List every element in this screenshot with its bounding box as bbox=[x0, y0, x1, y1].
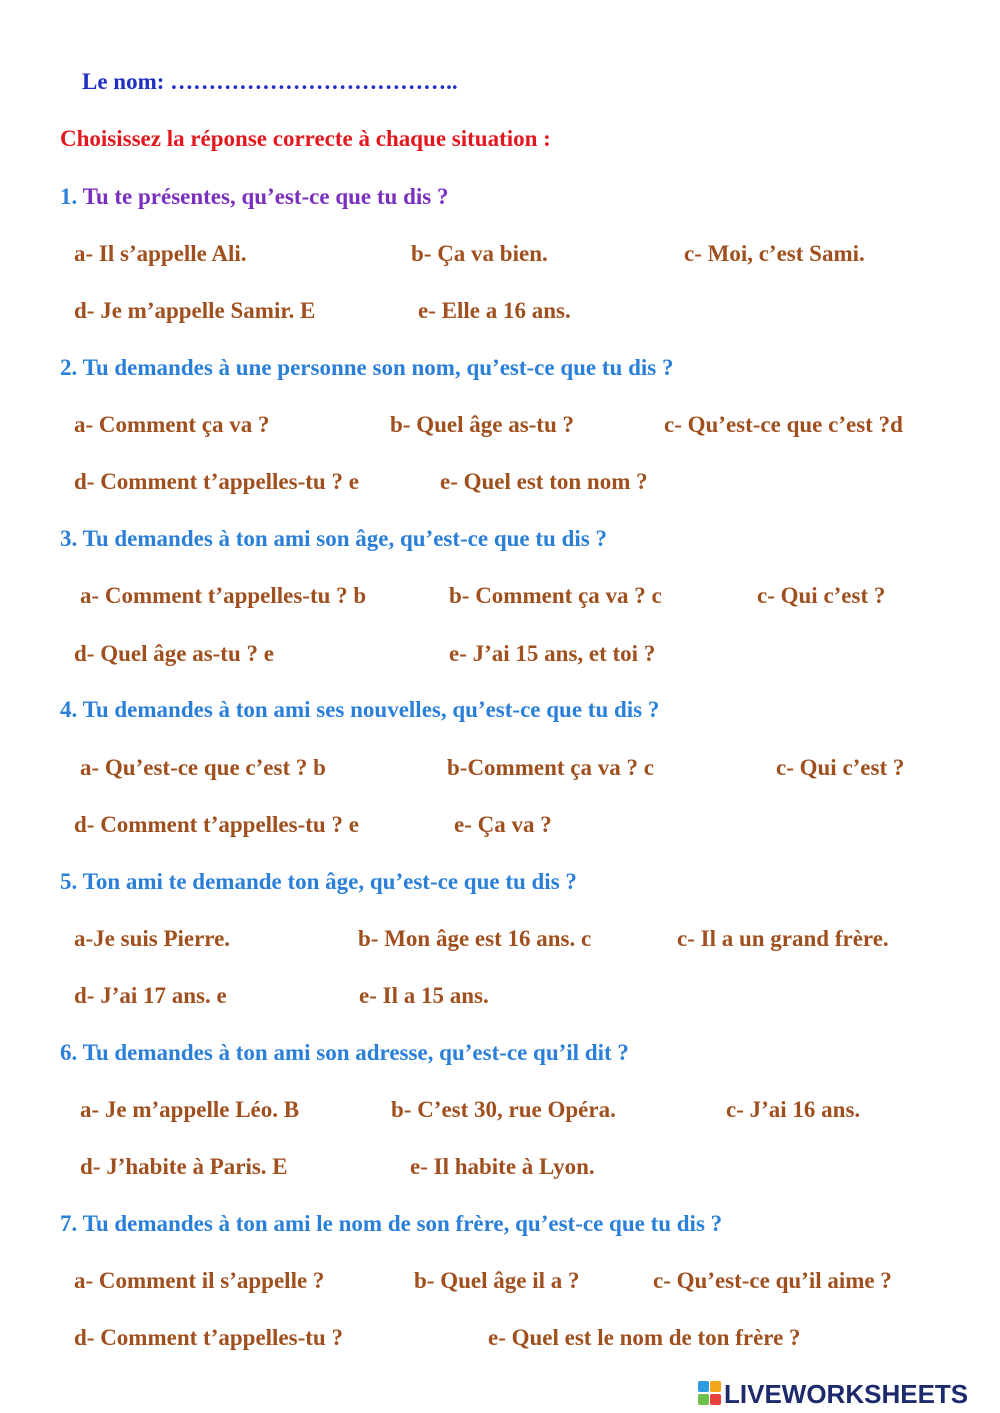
question-text: Tu demandes à ton ami son âge, qu’est-ce que tu dis ? bbox=[82, 526, 607, 551]
option-6c[interactable]: c- J’ai 16 ans. bbox=[726, 1097, 861, 1122]
question-text: Ton ami te demande ton âge, qu’est-ce que tu dis ? bbox=[82, 869, 577, 894]
option-4c[interactable]: c- Qui c’est ? bbox=[776, 755, 905, 780]
question-1 bbox=[60, 182, 448, 212]
option-7b[interactable]: b- Quel âge il a ? bbox=[414, 1268, 580, 1293]
option-5b[interactable]: b- Mon âge est 16 ans. c bbox=[358, 926, 592, 951]
question-text: Tu te présentes, qu’est-ce que tu dis ? bbox=[82, 184, 449, 209]
option-3d[interactable]: d- Quel âge as-tu ? e bbox=[74, 641, 274, 666]
option-1b[interactable]: b- Ça va bien. bbox=[411, 241, 548, 266]
option-4b[interactable]: b-Comment ça va ? c bbox=[447, 755, 654, 780]
option-7d[interactable]: d- Comment t’appelles-tu ? bbox=[74, 1325, 343, 1350]
instruction: Choisissez la réponse correcte à chaque situation : bbox=[60, 126, 551, 151]
option-3a[interactable]: a- Comment t’appelles-tu ? b bbox=[80, 583, 367, 608]
option-5e[interactable]: e- Il a 15 ans. bbox=[359, 983, 489, 1008]
question-number: 5. bbox=[60, 869, 78, 894]
option-7c[interactable]: c- Qu’est-ce qu’il aime ? bbox=[653, 1268, 892, 1293]
question-6 bbox=[60, 1038, 629, 1068]
option-2e[interactable]: e- Quel est ton nom ? bbox=[440, 469, 648, 494]
liveworksheets-logo[interactable] bbox=[698, 1379, 968, 1409]
option-3b[interactable]: b- Comment ça va ? c bbox=[449, 583, 662, 608]
option-2b[interactable]: b- Quel âge as-tu ? bbox=[390, 412, 574, 437]
option-6d[interactable]: d- J’habite à Paris. E bbox=[80, 1154, 288, 1179]
option-5c[interactable]: c- Il a un grand frère. bbox=[677, 926, 889, 951]
question-4 bbox=[60, 695, 659, 725]
question-text: Tu demandes à une personne son nom, qu’est-ce que tu dis ? bbox=[82, 355, 674, 380]
option-2c[interactable]: c- Qu’est-ce que c’est ?d bbox=[664, 412, 903, 437]
question-number: 3. bbox=[60, 526, 78, 551]
option-7e[interactable]: e- Quel est le nom de ton frère ? bbox=[488, 1325, 801, 1350]
option-1e[interactable]: e- Elle a 16 ans. bbox=[418, 298, 571, 323]
option-5d[interactable]: d- J’ai 17 ans. e bbox=[74, 983, 227, 1008]
question-number: 7. bbox=[60, 1211, 78, 1236]
option-6b[interactable]: b- C’est 30, rue Opéra. bbox=[391, 1097, 616, 1122]
option-4e[interactable]: e- Ça va ? bbox=[454, 812, 552, 837]
option-5a[interactable]: a-Je suis Pierre. bbox=[74, 926, 231, 951]
option-1c[interactable]: c- Moi, c’est Sami. bbox=[684, 241, 865, 266]
name-label: Le nom: ……………………………….. bbox=[82, 69, 458, 94]
question-number: 4. bbox=[60, 697, 78, 722]
option-7a[interactable]: a- Comment il s’appelle ? bbox=[74, 1268, 325, 1293]
question-number: 1. bbox=[60, 184, 78, 209]
question-5 bbox=[60, 867, 577, 897]
question-text: Tu demandes à ton ami ses nouvelles, qu’est-ce que tu dis ? bbox=[82, 697, 660, 722]
question-7 bbox=[60, 1209, 722, 1239]
logo-text: LIVEWORKSHEETS bbox=[724, 1378, 969, 1409]
option-6e[interactable]: e- Il habite à Lyon. bbox=[410, 1154, 595, 1179]
option-2d[interactable]: d- Comment t’appelles-tu ? e bbox=[74, 469, 359, 494]
question-number: 2. bbox=[60, 355, 78, 380]
option-2a[interactable]: a- Comment ça va ? bbox=[74, 412, 270, 437]
option-1d[interactable]: d- Je m’appelle Samir. E bbox=[74, 298, 316, 323]
option-3c[interactable]: c- Qui c’est ? bbox=[757, 583, 886, 608]
question-text: Tu demandes à ton ami le nom de son frère, qu’est-ce que tu dis ? bbox=[82, 1211, 723, 1236]
question-3 bbox=[60, 524, 607, 554]
liveworksheets-logo-icon bbox=[698, 1381, 722, 1407]
option-4d[interactable]: d- Comment t’appelles-tu ? e bbox=[74, 812, 359, 837]
option-4a[interactable]: a- Qu’est-ce que c’est ? b bbox=[80, 755, 326, 780]
question-text: Tu demandes à ton ami son adresse, qu’est-ce qu’il dit ? bbox=[82, 1040, 629, 1065]
option-1a[interactable]: a- Il s’appelle Ali. bbox=[74, 241, 247, 266]
option-3e[interactable]: e- J’ai 15 ans, et toi ? bbox=[449, 641, 656, 666]
option-6a[interactable]: a- Je m’appelle Léo. B bbox=[80, 1097, 300, 1122]
question-number: 6. bbox=[60, 1040, 78, 1065]
question-2 bbox=[60, 353, 673, 383]
